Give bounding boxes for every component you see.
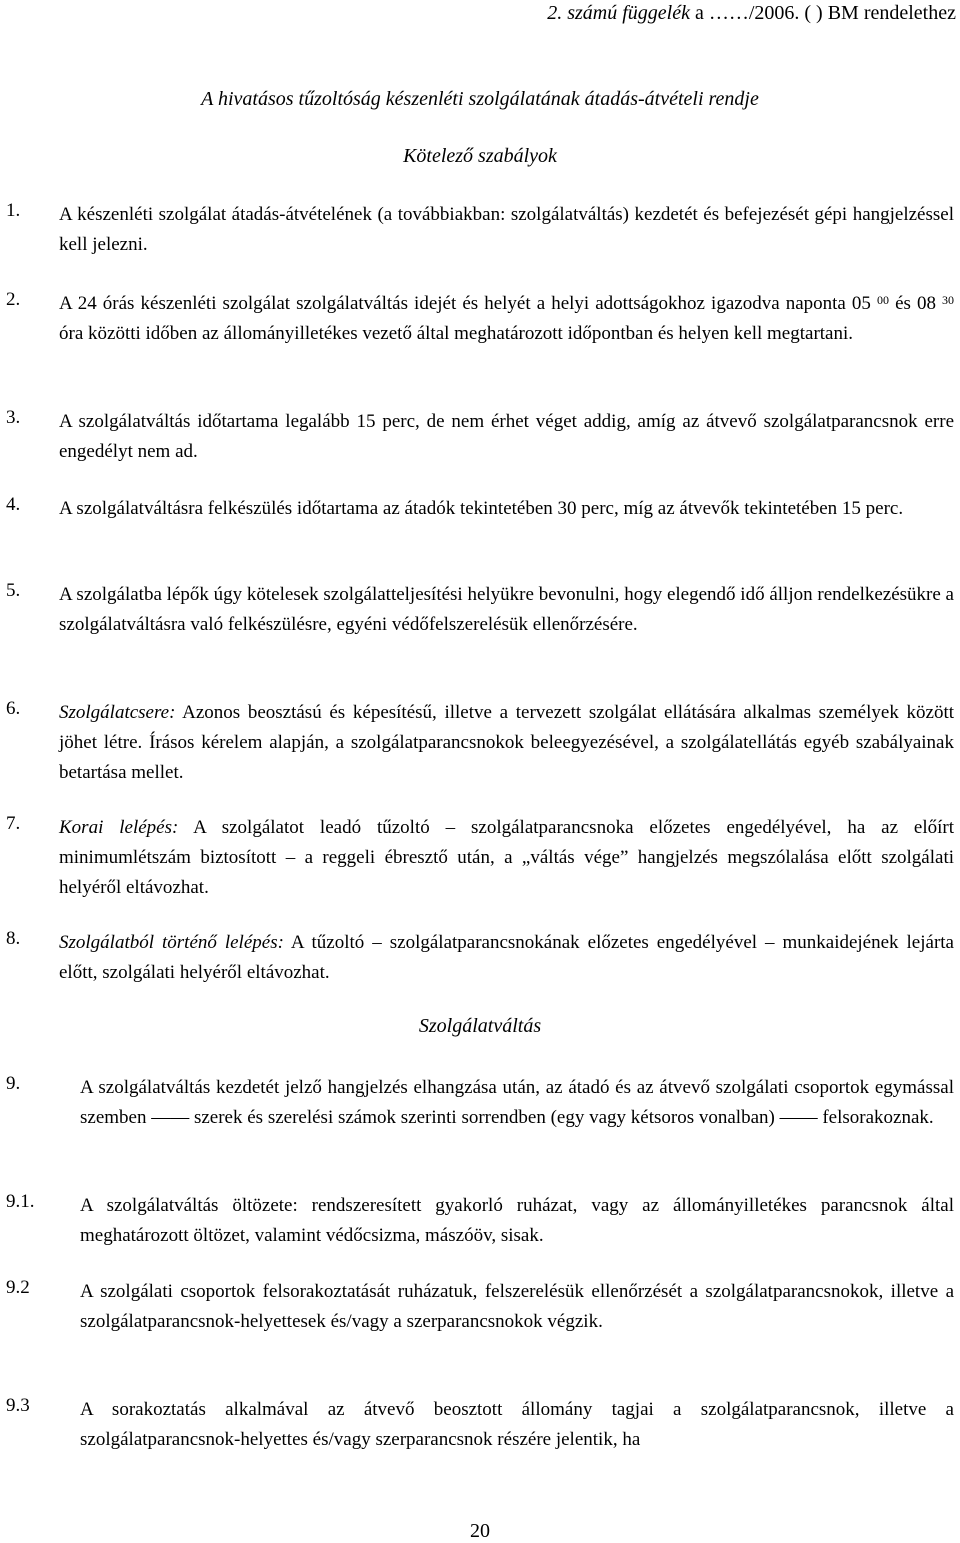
item-text: A készenléti szolgálat átadás-átvételének (a továbbiakban: szolgálatváltás) kezdetét és befejezését gépi hangjelzéssel kell jelezni. [59,204,954,255]
item-text: A szolgálatváltásra felkészülés időtartama az átadók tekintetében 30 perc, míg az átvevők tekintetében 15 perc. [59,498,904,519]
item-number: 5. [6,580,21,601]
item-text: A szolgálatváltás időtartama legalább 15 perc, de nem érhet véget addig, amíg az átvevő szolgálatparancsnok erre engedélyt nem ad. [59,411,954,462]
header-decree: a ……/2006. ( ) BM rendelethez [694,2,956,24]
subsection-heading: Szolgálatváltás [418,1015,542,1037]
superscript: 30 [942,293,955,307]
item-text: A sorakoztatás alkalmával az átvevő beosztott állomány tagjai a szolgálatparancsnok, illetve a szolgálatparancsnok-helyettes és/vagy szerparancsnok részére jelentik, ha [80,1399,954,1450]
page-header [547,2,956,25]
superscript: 00 [876,293,889,307]
section-heading: Kötelező szabályok [403,145,557,167]
item-text: A 24 órás készenléti szolgálat szolgálatváltás idejét és helyét a helyi adottságokhoz igazodva naponta 05 $^{00}$ és 08 $^{30}$ óra közötti időben az állományilletékes vezető által meghatározott időpontban és helyen kell megtartani. [59,293,955,344]
item-number: 2. [6,289,21,310]
item-number: 7. [6,813,21,834]
item-term: Szolgálatból történő lelépés: [59,932,284,953]
page-number: 20 [470,1520,490,1542]
item-term: Korai lelépés: [59,817,179,838]
item-term: Szolgálatcsere: [59,702,176,723]
item-number: 9. [6,1073,21,1094]
item-number: 6. [6,698,21,719]
document-title: A hivatásos tűzoltóság készenléti szolgálatának átadás-átvételi rendje [201,88,759,110]
item-number: 3. [6,407,21,428]
item-number: 9.1. [6,1191,35,1212]
item-number: 9.3 [6,1395,30,1416]
item-text: A szolgálati csoportok felsorakoztatását ruházatuk, felszerelésük ellenőrzését a szolgálatparancsnokok, illetve a szolgálatparancsnok-helyettesek és/vagy a szerparancsnokok végzik. [80,1281,954,1332]
header-appendix: 2. számú függelék [547,2,690,24]
item-text: Szolgálatból történő lelépés: A tűzoltó – szolgálatparancsnokának előzetes engedélyével – munkaidejének lejárta előtt, szolgálati helyéről eltávozhat. [59,932,954,983]
item-number: 4. [6,494,21,515]
item-number: 1. [6,200,21,221]
item-text: Korai lelépés: A szolgálatot leadó tűzoltó – szolgálatparancsnoka előzetes engedélyével, ha az előírt minimumlétszám biztosított – a reggeli ébresztő után, a „váltás vége” hangjelzés megszólalása előtt szolgálati helyéről eltávozhat. [59,817,954,898]
item-text: Szolgálatcsere: Azonos beosztású és képesítésű, illetve a tervezett szolgálat ellátására alkalmas személyek között jöhet létre. Írásos kérelem alapján, a szolgálatparancsnokok beleegyezésével, a szolgálatellátás egyéb szabályainak betartása mellet. [59,702,955,783]
item-text: A szolgálatváltás kezdetét jelző hangjelzés elhangzása után, az átadó és az átvevő szolgálati csoportok egymással szemben —— szerek és szerelési számok szerinti sorrendben (egy vagy kétsoros vonalban) —— felsorakoznak. [80,1077,954,1128]
item-number: 9.2 [6,1277,30,1298]
item-number: 8. [6,928,21,949]
item-text: A szolgálatváltás öltözete: rendszeresített gyakorló ruházat, vagy az állományilletékes parancsnok által meghatározott öltözet, valamint védőcsizma, mászóöv, sisak. [80,1195,954,1246]
item-text: A szolgálatba lépők úgy kötelesek szolgálatteljesítési helyükre bevonulni, hogy elegendő idő álljon rendelkezésükre a szolgálatváltásra való felkészülésre, egyéni védőfelszerelésük ellenőrzésére. [59,584,954,635]
